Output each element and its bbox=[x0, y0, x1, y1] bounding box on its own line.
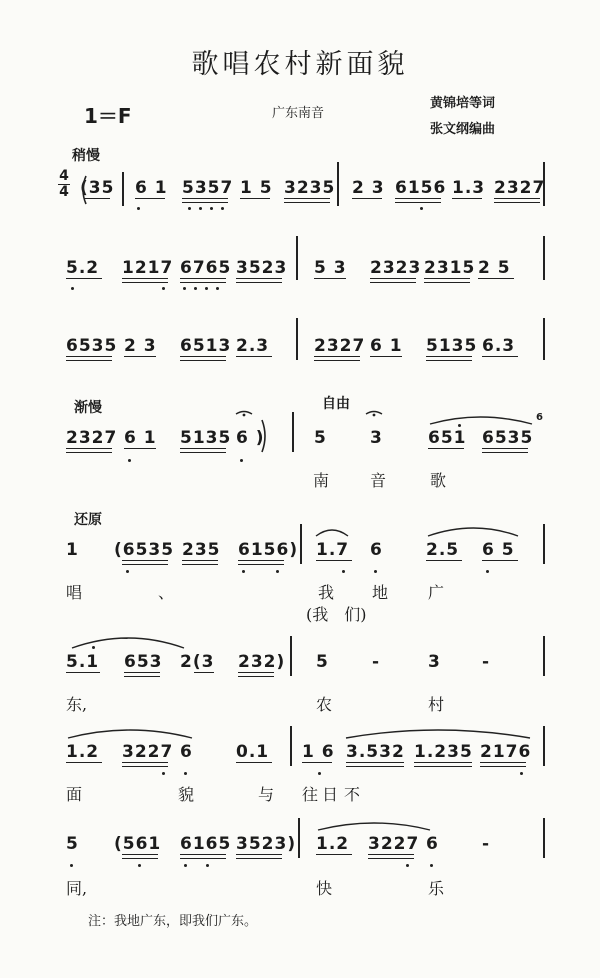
underline bbox=[66, 762, 102, 763]
underline bbox=[452, 198, 482, 199]
note-group: 5.2 bbox=[66, 258, 100, 278]
note-group: 6535 bbox=[66, 336, 118, 356]
note-group: 5 bbox=[66, 834, 79, 854]
barline bbox=[296, 236, 298, 280]
underline bbox=[314, 278, 346, 279]
low-octave-dot bbox=[184, 864, 187, 867]
note-group: 5135 bbox=[426, 336, 478, 356]
high-octave-dot bbox=[458, 424, 461, 427]
lyric: 不 bbox=[344, 785, 361, 804]
underline bbox=[180, 356, 226, 357]
note-group: 6765 bbox=[180, 258, 232, 278]
underline bbox=[236, 854, 282, 855]
note-group: 2327 bbox=[66, 428, 118, 448]
underline bbox=[494, 198, 540, 199]
barline bbox=[543, 524, 545, 564]
note-group: 6 bbox=[426, 834, 439, 854]
lyric: 南 bbox=[313, 471, 330, 490]
lyric: 日 bbox=[322, 785, 339, 804]
fermata bbox=[366, 412, 382, 415]
barline bbox=[122, 172, 124, 206]
underline bbox=[314, 360, 360, 361]
underline bbox=[370, 278, 416, 279]
lyric: 同, bbox=[66, 879, 88, 898]
underline bbox=[346, 762, 404, 763]
note-group: 1.2 bbox=[66, 742, 100, 762]
note-group: 2 5 bbox=[478, 258, 511, 278]
underline bbox=[238, 564, 284, 565]
underline bbox=[236, 282, 282, 283]
underline bbox=[482, 560, 518, 561]
note-group: 2176 bbox=[480, 742, 532, 762]
low-octave-dot bbox=[162, 287, 165, 290]
underline bbox=[124, 676, 160, 677]
note-group: 1 bbox=[66, 540, 79, 560]
underline bbox=[66, 448, 112, 449]
low-octave-dot bbox=[242, 570, 245, 573]
underline bbox=[480, 762, 526, 763]
underline bbox=[182, 198, 228, 199]
underline bbox=[180, 854, 226, 855]
high-octave-dot bbox=[92, 646, 95, 649]
underline bbox=[424, 282, 470, 283]
note-group: - bbox=[372, 652, 381, 672]
time-signature-bottom: 4 bbox=[59, 184, 69, 200]
note-group: 2.3 bbox=[236, 336, 270, 356]
underline bbox=[236, 858, 282, 859]
grace-note: 6 bbox=[536, 412, 543, 423]
low-octave-dot bbox=[276, 570, 279, 573]
low-octave-dot bbox=[374, 570, 377, 573]
underline bbox=[66, 278, 102, 279]
underline bbox=[238, 672, 274, 673]
underline bbox=[238, 560, 284, 561]
note-group: 3235 bbox=[284, 178, 336, 198]
underline bbox=[236, 278, 282, 279]
note-group: 3227 bbox=[122, 742, 174, 762]
lyric: 快 bbox=[316, 879, 333, 898]
underline bbox=[482, 448, 528, 449]
note-group: 6 1 bbox=[135, 178, 168, 198]
low-octave-dot bbox=[406, 864, 409, 867]
note-group: 6513 bbox=[180, 336, 232, 356]
note-group: 5357 bbox=[182, 178, 234, 198]
underline bbox=[66, 356, 112, 357]
tempo-marking-start: 稍慢 bbox=[72, 148, 100, 164]
low-octave-dot bbox=[342, 570, 345, 573]
note-group: 3227 bbox=[368, 834, 420, 854]
arranger-credit: 张文纲编曲 bbox=[430, 122, 496, 137]
underline bbox=[122, 282, 168, 283]
low-octave-dot bbox=[486, 570, 489, 573]
lyric: 往 bbox=[302, 785, 319, 804]
low-octave-dot bbox=[206, 864, 209, 867]
note-group: 5.1 bbox=[66, 652, 100, 672]
underline bbox=[240, 198, 270, 199]
slur bbox=[346, 730, 530, 738]
note-group: - bbox=[482, 652, 491, 672]
lyric: 东, bbox=[66, 695, 88, 714]
underline bbox=[122, 858, 158, 859]
underline bbox=[368, 858, 414, 859]
barline bbox=[543, 726, 545, 766]
note-group: 1 5 bbox=[240, 178, 273, 198]
underline bbox=[180, 448, 226, 449]
underline bbox=[395, 198, 441, 199]
underline bbox=[414, 762, 472, 763]
underline bbox=[302, 762, 332, 763]
lyric: 地 bbox=[372, 583, 389, 602]
low-octave-dot bbox=[240, 459, 243, 462]
note-group: 2323 bbox=[370, 258, 422, 278]
barline bbox=[543, 162, 545, 206]
low-octave-dot bbox=[199, 207, 202, 210]
note-group: 6 5 bbox=[482, 540, 515, 560]
underline bbox=[180, 282, 226, 283]
note-group: 653 bbox=[124, 652, 163, 672]
note-group: 5 3 bbox=[314, 258, 347, 278]
lyric: 唱 bbox=[66, 583, 83, 602]
lyric: 广 bbox=[428, 583, 445, 602]
time-signature-top: 4 bbox=[59, 168, 69, 184]
barline bbox=[543, 236, 545, 280]
barline bbox=[292, 412, 294, 452]
low-octave-dot bbox=[162, 772, 165, 775]
lyric: 音 bbox=[370, 471, 387, 490]
note-group: 3 bbox=[370, 428, 383, 448]
note-group: 2327 bbox=[494, 178, 546, 198]
note-group: 2327 bbox=[314, 336, 366, 356]
underline bbox=[370, 356, 402, 357]
note-group: 2 3 bbox=[124, 336, 157, 356]
underline bbox=[194, 672, 214, 673]
key-signature: 1＝F bbox=[84, 104, 132, 128]
underline bbox=[66, 360, 112, 361]
lyricist-credit: 黄锦培等词 bbox=[430, 96, 496, 111]
underline bbox=[122, 560, 168, 561]
note-group: 6535 bbox=[482, 428, 534, 448]
slur bbox=[72, 638, 184, 648]
barline bbox=[290, 636, 292, 676]
underline bbox=[135, 198, 165, 199]
note-group: 1.235 bbox=[414, 742, 473, 762]
underline bbox=[426, 356, 472, 357]
note-group: 1.3 bbox=[452, 178, 486, 198]
tempo-marking-slower: 渐慢 bbox=[74, 400, 102, 416]
low-octave-dot bbox=[138, 864, 141, 867]
note-group: 1217 bbox=[122, 258, 174, 278]
note-group: 0.1 bbox=[236, 742, 270, 762]
style-label: 广东南音 bbox=[272, 106, 325, 121]
underline bbox=[494, 202, 540, 203]
note-group: 5 bbox=[316, 652, 329, 672]
song-title: 歌唱农村新面貌 bbox=[191, 49, 409, 80]
fermata-dot bbox=[373, 414, 376, 417]
lyric: 貌 bbox=[178, 785, 195, 804]
lyric: 农 bbox=[316, 695, 333, 714]
note-group: - bbox=[482, 834, 491, 854]
underline bbox=[368, 854, 414, 855]
tempo-marking-free: 自由 bbox=[322, 396, 350, 412]
underline bbox=[370, 282, 416, 283]
low-octave-dot bbox=[128, 459, 131, 462]
underline bbox=[122, 854, 158, 855]
note-group: 3 bbox=[428, 652, 441, 672]
low-octave-dot bbox=[194, 287, 197, 290]
underline bbox=[124, 356, 156, 357]
note-group: 232) bbox=[238, 652, 286, 672]
note-group: 6165 bbox=[180, 834, 232, 854]
note-group: 1.7 bbox=[316, 540, 350, 560]
low-octave-dot bbox=[188, 207, 191, 210]
underline bbox=[426, 560, 462, 561]
low-octave-dot bbox=[70, 864, 73, 867]
underline bbox=[182, 202, 228, 203]
underline bbox=[66, 672, 100, 673]
underline bbox=[236, 762, 272, 763]
underline bbox=[426, 360, 472, 361]
note-group: (6535 bbox=[114, 540, 175, 560]
low-octave-dot bbox=[210, 207, 213, 210]
low-octave-dot bbox=[184, 772, 187, 775]
note-group: 2(3 bbox=[180, 652, 215, 672]
barline bbox=[298, 818, 300, 858]
barline bbox=[543, 636, 545, 676]
low-octave-dot bbox=[205, 287, 208, 290]
underline bbox=[238, 676, 274, 677]
note-group: 651 bbox=[428, 428, 467, 448]
barline bbox=[543, 818, 545, 858]
underline bbox=[414, 766, 472, 767]
low-octave-dot bbox=[430, 864, 433, 867]
lyric: 与 bbox=[258, 785, 275, 804]
barline bbox=[296, 318, 298, 360]
underline bbox=[482, 452, 528, 453]
note-group: 3523) bbox=[236, 834, 297, 854]
note-group: 235 bbox=[182, 540, 221, 560]
low-octave-dot bbox=[420, 207, 423, 210]
note-group: 6 bbox=[180, 742, 193, 762]
lyric: 面 bbox=[66, 785, 83, 804]
barline bbox=[337, 162, 339, 206]
underline bbox=[122, 564, 168, 565]
lyric: 歌 bbox=[430, 471, 447, 490]
underline bbox=[316, 854, 352, 855]
underline bbox=[480, 766, 526, 767]
lyric-alternate: (我 们) bbox=[306, 605, 367, 624]
low-octave-dot bbox=[137, 207, 140, 210]
underline bbox=[236, 356, 272, 357]
slur bbox=[68, 730, 192, 738]
underline bbox=[428, 448, 464, 449]
barline bbox=[290, 726, 292, 766]
fermata-dot bbox=[243, 414, 246, 417]
footnote: 注：我地广东，即我们广东。 bbox=[88, 914, 258, 929]
underline bbox=[352, 198, 382, 199]
underline bbox=[346, 766, 404, 767]
underline bbox=[424, 278, 470, 279]
underline bbox=[180, 360, 226, 361]
note-group: 6.3 bbox=[482, 336, 516, 356]
underline bbox=[180, 858, 226, 859]
note-group: 5 bbox=[314, 428, 327, 448]
note-group: 2.5 bbox=[426, 540, 460, 560]
underline bbox=[122, 766, 168, 767]
time-signature bbox=[58, 170, 70, 199]
underline bbox=[316, 560, 352, 561]
note-group: 6 bbox=[370, 540, 383, 560]
low-octave-dot bbox=[318, 772, 321, 775]
note-group: 6156 bbox=[395, 178, 447, 198]
lyric: 乐 bbox=[428, 879, 445, 898]
note-group: 2315 bbox=[424, 258, 476, 278]
slur bbox=[318, 823, 430, 830]
low-octave-dot bbox=[183, 287, 186, 290]
underline bbox=[180, 278, 226, 279]
barline bbox=[300, 524, 302, 564]
note-group: 1 6 bbox=[302, 742, 335, 762]
note-group: 3523 bbox=[236, 258, 288, 278]
low-octave-dot bbox=[216, 287, 219, 290]
barline bbox=[543, 318, 545, 360]
underline bbox=[122, 762, 168, 763]
low-octave-dot bbox=[520, 772, 523, 775]
underline bbox=[482, 356, 518, 357]
underline bbox=[122, 278, 168, 279]
underline bbox=[284, 198, 330, 199]
low-octave-dot bbox=[221, 207, 224, 210]
slur bbox=[316, 530, 348, 536]
slur bbox=[428, 528, 518, 536]
underline bbox=[180, 452, 226, 453]
underline bbox=[314, 356, 360, 357]
note-group: 6 1 bbox=[370, 336, 403, 356]
underline bbox=[284, 202, 330, 203]
underline bbox=[182, 560, 218, 561]
low-octave-dot bbox=[71, 287, 74, 290]
underline bbox=[124, 672, 160, 673]
underline bbox=[66, 452, 112, 453]
fermata bbox=[236, 412, 252, 415]
note-group: (561 bbox=[114, 834, 162, 854]
underline bbox=[124, 448, 156, 449]
note-group: 1.2 bbox=[316, 834, 350, 854]
tempo-marking-restore: 还原 bbox=[74, 512, 102, 528]
lyric: 、 bbox=[158, 583, 175, 602]
note-group: 2 3 bbox=[352, 178, 385, 198]
underline bbox=[478, 278, 514, 279]
note-group: 6156) bbox=[238, 540, 299, 560]
note-group: 6 1 bbox=[124, 428, 157, 448]
note-group: 6 ) bbox=[236, 428, 265, 448]
note-group: 3.532 bbox=[346, 742, 405, 762]
low-octave-dot bbox=[126, 570, 129, 573]
note-group: 5135 bbox=[180, 428, 232, 448]
underline bbox=[395, 202, 441, 203]
underline bbox=[182, 564, 218, 565]
underline bbox=[84, 198, 110, 199]
lyric: 我 bbox=[318, 583, 335, 602]
lyric: 村 bbox=[428, 695, 445, 714]
note-group: (35 bbox=[80, 178, 115, 198]
slur bbox=[430, 417, 532, 424]
